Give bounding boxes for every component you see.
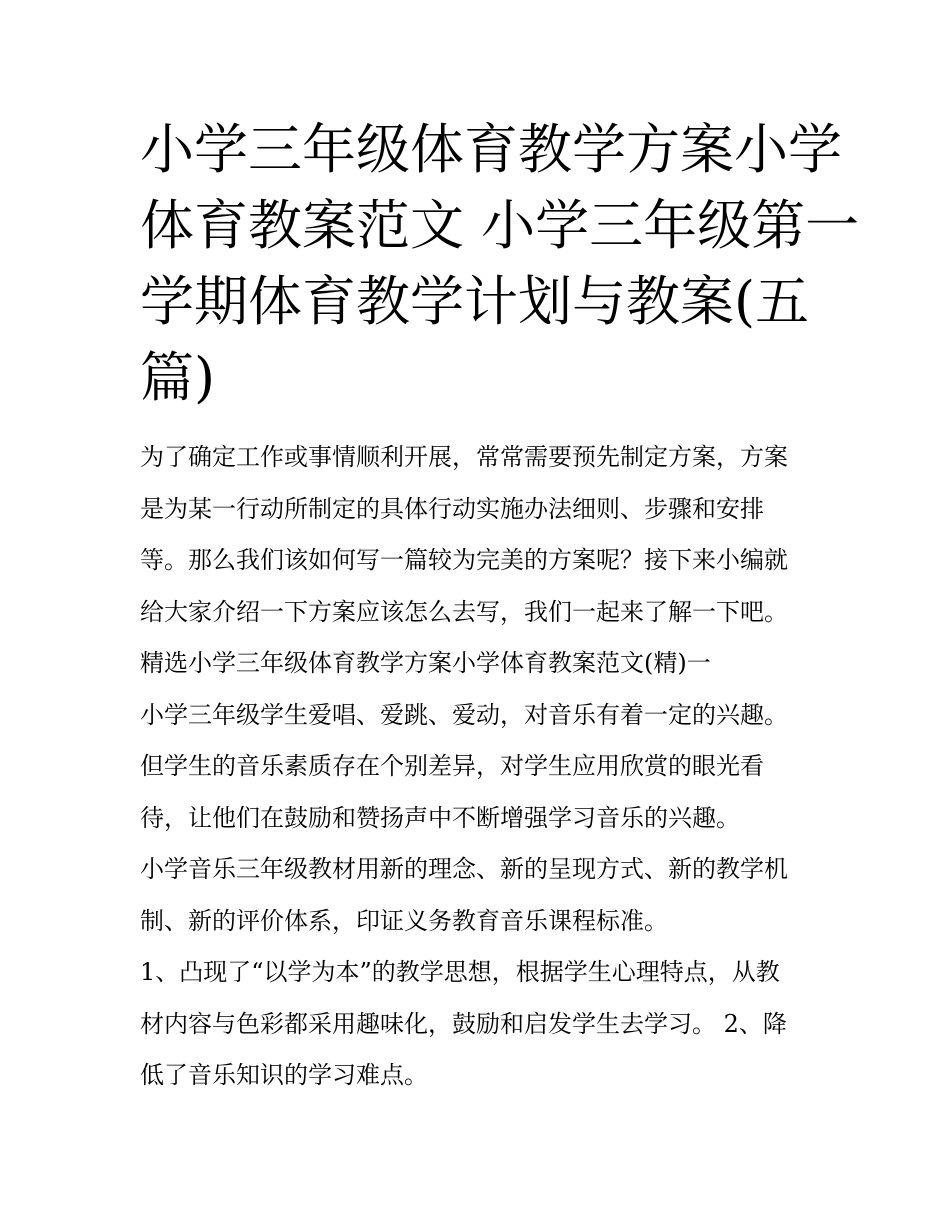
body-line-8: 待，让他们在鼓励和赞扬声中不断增强学习音乐的兴趣。	[140, 803, 740, 832]
body-line-3: 等。那么我们该如何写一篇较为完美的方案呢？接下来小编就	[140, 546, 788, 574]
document-title	[140, 112, 860, 416]
title-line-4: 篇)	[140, 346, 216, 409]
body-line-11: 1、凸现了“以学为本”的教学思想，根据学生心理特点，从教	[140, 958, 780, 986]
body-line-12: 材内容与色彩都采用趣味化，鼓励和启发学生去学习。 2、降	[140, 1009, 787, 1038]
title-line-2: 体育教案范文 小学三年级第一	[140, 194, 860, 257]
body-line-2: 是为某一行动所制定的具体行动实施办法细则、步骤和安排	[140, 494, 764, 523]
body-line-9: 小学音乐三年级教材用新的理念、新的呈现方式、新的教学机	[140, 855, 788, 883]
body-line-10: 制、新的评价体系，印证义务教育音乐课程标准。	[140, 906, 668, 935]
body-line-7: 但学生的音乐素质存在个别差异，对学生应用欣赏的眼光看	[140, 752, 764, 780]
body-line-13: 低了音乐知识的学习难点。	[140, 1061, 428, 1089]
title-line-1: 小学三年级体育教学方案小学	[140, 118, 842, 181]
body-line-4: 给大家介绍一下方案应该怎么去写，我们一起来了解一下吧。	[140, 597, 788, 626]
title-line-3: 学期体育教学计划与教案(五	[140, 270, 810, 333]
document-body	[140, 432, 830, 1102]
section-heading-line: 精选小学三年级体育教学方案小学体育教案范文(精)一	[140, 649, 711, 677]
body-line-6: 小学三年级学生爱唱、爱跳、爱动，对音乐有着一定的兴趣。	[140, 700, 788, 729]
body-line-1: 为了确定工作或事情顺利开展，常常需要预先制定方案，方案	[140, 443, 788, 471]
